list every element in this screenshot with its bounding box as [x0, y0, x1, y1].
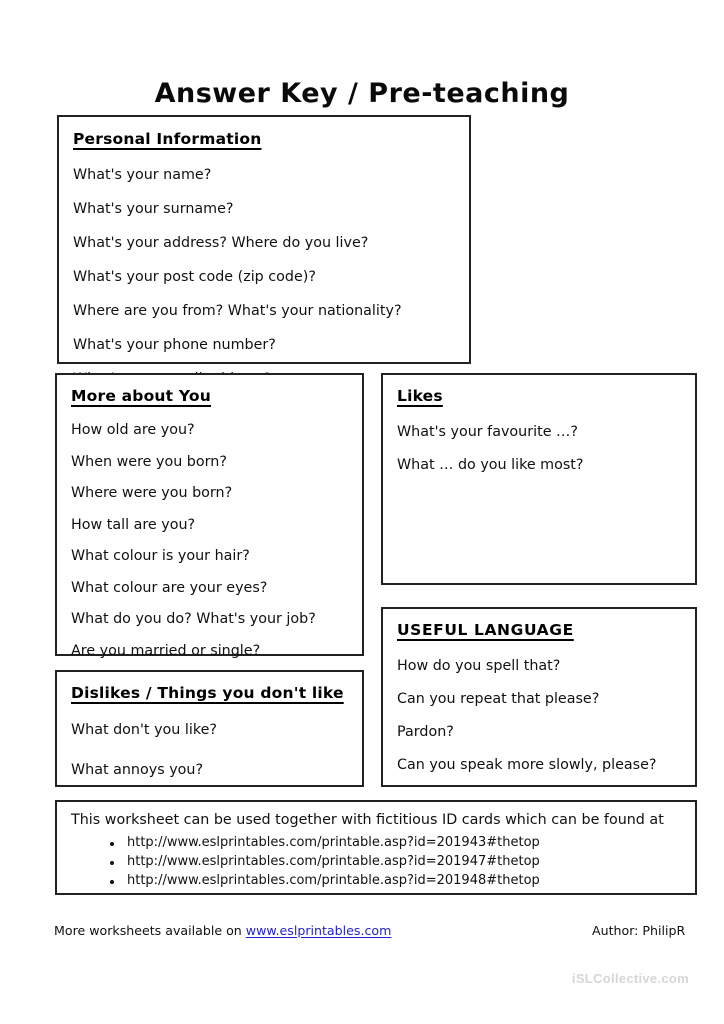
question-item: What annoys you?: [71, 762, 204, 778]
section-heading-useful-language: USEFUL LANGUAGE: [397, 621, 574, 639]
question-list-personal-information: [73, 167, 469, 387]
question-item: What don't you like?: [71, 722, 217, 738]
question-item: When were you born?: [71, 453, 227, 470]
section-heading-likes: Likes: [397, 387, 443, 405]
section-heading-personal-information: Personal Information: [73, 130, 262, 148]
section-likes: [381, 373, 697, 585]
question-item: Pardon?: [397, 724, 454, 740]
page-title: Answer Key / Pre-teaching: [154, 78, 570, 109]
question-list-likes: [397, 424, 695, 473]
question-item: What's your phone number?: [73, 337, 276, 353]
note-intro-text: This worksheet can be used together with fictitious ID cards which can be found at: [71, 812, 664, 828]
section-dislikes: [55, 670, 364, 787]
note-url-item[interactable]: http://www.eslprintables.com/printable.asp?id=201948#thetop: [71, 873, 695, 888]
question-item: What's your favourite …?: [397, 424, 578, 440]
question-item: What do you do? What's your job?: [71, 611, 316, 627]
question-item: What's your address? Where do you live?: [73, 235, 369, 251]
question-item: Can you repeat that please?: [397, 691, 600, 707]
question-item: Where were you born?: [71, 485, 233, 501]
watermark-islcollective: iSLCollective.com: [571, 971, 689, 986]
question-item: What's your name?: [73, 167, 212, 183]
question-list-dislikes: [71, 722, 362, 778]
question-list-useful-language: [397, 658, 695, 773]
section-useful-language: [381, 607, 697, 787]
question-item: What … do you like most?: [397, 457, 584, 473]
question-item: What's your surname?: [73, 201, 234, 217]
question-item: What's your post code (zip code)?: [73, 269, 316, 285]
question-item: Where are you from? What's your nationality?: [73, 303, 402, 319]
question-item: What colour is your hair?: [71, 548, 250, 564]
question-item: Can you speak more slowly, please?: [397, 757, 657, 773]
note-url-item[interactable]: http://www.eslprintables.com/printable.asp?id=201943#thetop: [71, 835, 695, 850]
section-heading-dislikes: Dislikes / Things you don't like: [71, 684, 344, 702]
question-item: How old are you?: [71, 422, 195, 438]
question-item: Are you married or single?: [71, 642, 261, 659]
footer-author: Author: PhilipR: [592, 923, 686, 938]
note-url-item[interactable]: http://www.eslprintables.com/printable.asp?id=201947#thetop: [71, 854, 695, 869]
question-item: What colour are your eyes?: [71, 579, 268, 596]
footer-more-worksheets-label: More worksheets available on: [54, 923, 246, 938]
section-heading-more-about-you: More about You: [71, 387, 211, 405]
question-list-more-about-you: [71, 422, 362, 659]
footer-eslprintables-link[interactable]: www.eslprintables.com: [245, 923, 392, 938]
footer-more-worksheets: [54, 923, 391, 938]
note-url-list: [71, 835, 695, 888]
question-item: How do you spell that?: [397, 658, 561, 674]
section-note: [55, 800, 697, 895]
section-personal-information: [57, 115, 471, 364]
section-more-about-you: [55, 373, 364, 659]
question-item: How tall are you?: [71, 516, 196, 533]
